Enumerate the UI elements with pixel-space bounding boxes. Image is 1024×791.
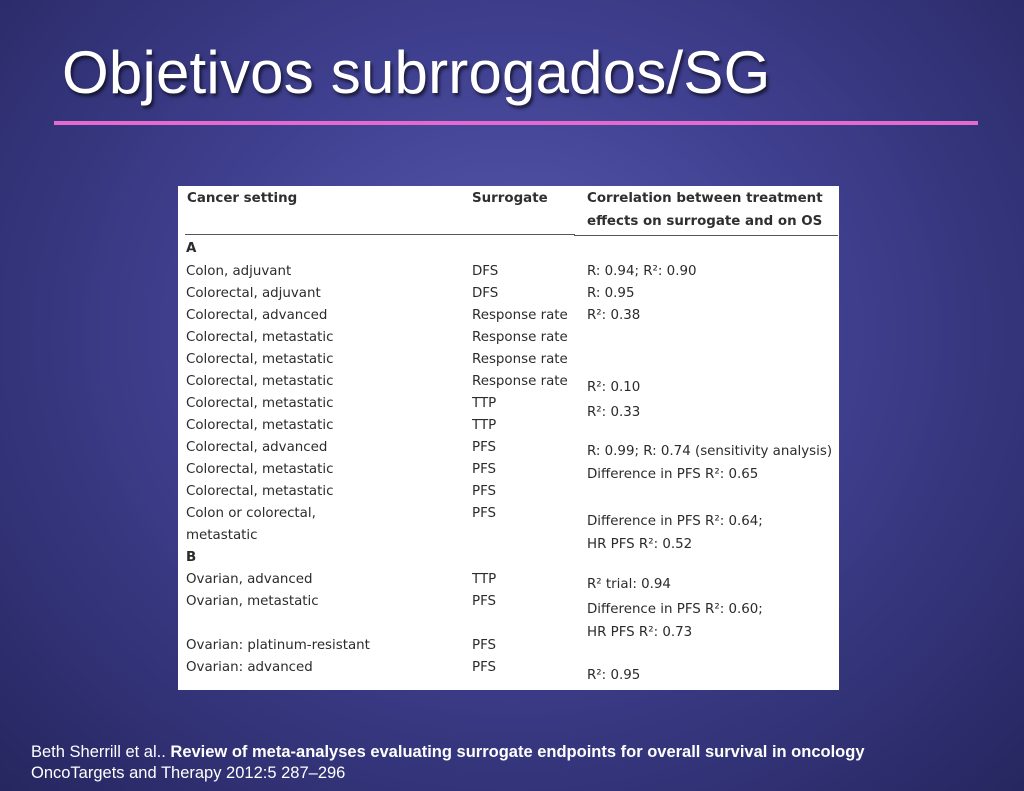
cell-cancer-setting: Ovarian: advanced — [186, 660, 313, 675]
citation-line1 — [31, 742, 865, 763]
table-row — [178, 569, 839, 591]
cell-cancer-setting: A — [186, 241, 197, 256]
cell-correlation: R² trial: 0.94 — [587, 577, 671, 592]
cell-cancer-setting: Colorectal, metastatic — [186, 484, 334, 499]
cell-surrogate: PFS — [472, 594, 497, 609]
header-cancer-setting: Cancer setting — [187, 191, 298, 206]
table-row — [178, 459, 839, 481]
cell-surrogate: Response rate — [472, 352, 568, 367]
cell-cancer-setting: Colorectal, metastatic — [186, 330, 334, 345]
table-row — [178, 525, 839, 552]
table-row — [178, 591, 839, 617]
cell-cancer-setting: Colon, adjuvant — [186, 264, 292, 279]
cell-cancer-setting: Ovarian, advanced — [186, 572, 313, 587]
cell-correlation: R²: 0.38 — [587, 308, 641, 323]
citation-authors: Beth Sherrill et al.. — [31, 743, 171, 761]
table-section-label — [178, 238, 839, 260]
cell-surrogate: Response rate — [472, 308, 568, 323]
table-row — [178, 481, 839, 503]
table-row — [178, 393, 839, 420]
table-row — [178, 635, 839, 657]
table-row — [178, 305, 839, 327]
cell-correlation: HR PFS R²: 0.73 — [587, 625, 693, 640]
citation — [31, 742, 865, 784]
cell-cancer-setting: Ovarian: platinum-resistant — [186, 638, 370, 653]
cell-correlation: R: 0.95 — [587, 286, 635, 301]
cell-correlation: R: 0.99; R: 0.74 (sensitivity analysis) — [587, 444, 833, 459]
table-row — [178, 283, 839, 305]
cell-cancer-setting: Ovarian, metastatic — [186, 594, 319, 609]
table-row — [178, 503, 839, 529]
table-row — [178, 261, 839, 283]
cell-surrogate: PFS — [472, 462, 497, 477]
cell-surrogate: TTP — [472, 572, 497, 587]
header-divider-right — [574, 235, 838, 236]
cell-surrogate: PFS — [472, 484, 497, 499]
header-correlation-line2: effects on surrogate and on OS — [587, 214, 823, 229]
cell-correlation: R²: 0.95 — [587, 668, 641, 683]
table-row — [178, 657, 839, 683]
table-section-label — [178, 547, 839, 569]
cell-cancer-setting: Colorectal, metastatic — [186, 352, 334, 367]
header-correlation-line1: Correlation between treatment — [587, 191, 823, 206]
cell-cancer-setting: Colorectal, metastatic — [186, 418, 334, 433]
cell-cancer-setting: Colon or colorectal, — [186, 506, 316, 521]
cell-cancer-setting: Colorectal, metastatic — [186, 462, 334, 477]
cell-correlation: HR PFS R²: 0.52 — [587, 537, 693, 552]
cell-correlation: R: 0.94; R²: 0.90 — [587, 264, 697, 279]
cell-cancer-setting: B — [186, 550, 197, 565]
title-underline — [54, 121, 978, 125]
cell-correlation: Difference in PFS R²: 0.64; — [587, 514, 763, 529]
cell-surrogate: TTP — [472, 396, 497, 411]
cell-correlation: Difference in PFS R²: 0.60; — [587, 602, 763, 617]
cell-correlation: R²: 0.10 — [587, 380, 641, 395]
header-correlation — [587, 187, 823, 233]
table-row — [178, 415, 839, 437]
cell-surrogate: DFS — [472, 264, 499, 279]
slide-title: Objetivos subrrogados/SG — [62, 39, 771, 106]
cell-surrogate: Response rate — [472, 374, 568, 389]
table-row — [178, 327, 839, 349]
cell-cancer-setting: metastatic — [186, 528, 258, 543]
header-divider — [185, 234, 575, 235]
table-row — [178, 613, 839, 640]
citation-journal: OncoTargets and Therapy 2012:5 287–296 — [31, 764, 346, 782]
cell-cancer-setting: Colorectal, metastatic — [186, 396, 334, 411]
cell-cancer-setting: Colorectal, metastatic — [186, 374, 334, 389]
cell-surrogate: PFS — [472, 506, 497, 521]
cell-surrogate: Response rate — [472, 330, 568, 345]
cell-surrogate: PFS — [472, 660, 497, 675]
surrogate-endpoints-table — [178, 186, 839, 690]
cell-cancer-setting: Colorectal, advanced — [186, 440, 328, 455]
table-row — [178, 349, 839, 371]
cell-cancer-setting: Colorectal, adjuvant — [186, 286, 321, 301]
cell-surrogate: PFS — [472, 638, 497, 653]
header-surrogate: Surrogate — [472, 191, 548, 206]
cell-correlation: Difference in PFS R²: 0.65 — [587, 467, 759, 482]
cell-correlation: R²: 0.33 — [587, 405, 641, 420]
table-row — [178, 437, 839, 459]
cell-surrogate: TTP — [472, 418, 497, 433]
table-row — [178, 371, 839, 393]
citation-title: Review of meta-analyses evaluating surrogate endpoints for overall survival in oncology — [170, 743, 865, 761]
cell-cancer-setting: Colorectal, advanced — [186, 308, 328, 323]
cell-surrogate: PFS — [472, 440, 497, 455]
cell-surrogate: DFS — [472, 286, 499, 301]
